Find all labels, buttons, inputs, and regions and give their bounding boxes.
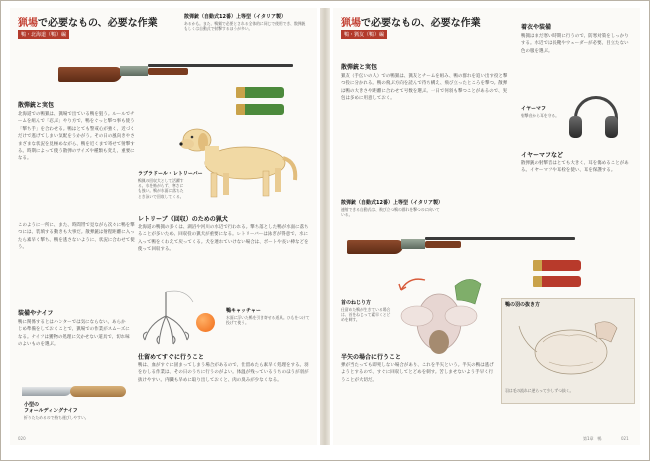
right-section-tag: 鴨・猟友（鴨）編 xyxy=(341,30,387,39)
left-section-tag: 鴨・北海道（鴨）編 xyxy=(18,30,69,39)
halfdead-text: 弾が当たっても即死しない場合があり、これを半矢という。半矢の鴨は逃げようとするので、すぐに回収してとどめを刺す。苦しませないよう手早く行うことが大切だ。 xyxy=(341,363,494,383)
right-page xyxy=(333,8,640,445)
right-sec1-text: 猟友（手伝いの人）での鴨猟は、猟友とチームを組み、鴨の群れを追い出す役と撃つ役に分かれる。鴨の飛ぶ方向を読んで待ち構え、飛び立ったところを撃つ。散弾は鴨の大きさや距離に合わせて号数を選ぶ。一日で何羽も撃つことがあるので、実包は多めに用意しておく。 xyxy=(341,74,508,102)
clothes-text: 鴨猟はまだ寒い時期に行うので、防寒対策をしっかりする。水辺では長靴やウェーダーが必要。目立たない色の服を選ぶ。 xyxy=(521,34,629,54)
wring-caption: 首のねじり方 xyxy=(341,300,372,306)
earmuff-caption: イヤーマフ xyxy=(521,106,547,112)
right-running-head: 第1章 鴨 xyxy=(583,436,602,441)
neck-wring-illustration xyxy=(395,270,487,356)
left-gun-note: あるかも。また、鴨猟で必要とされる全体的に同じで使用でき、散弾銃もしくは自動式で射撃するほうが多い。 xyxy=(184,21,306,32)
duck-catcher-hooks-illustration xyxy=(135,288,197,348)
wring-note: 仕留めた鴨が生きている場合は、首をねじって素早くとどめを刺す。 xyxy=(341,307,391,323)
hook-caption: 鴨キャッチャー xyxy=(226,308,261,314)
pluck-note: 羽は毛の流れに逆らって少しずつ抜く。 xyxy=(505,388,574,393)
right-folio: 021 xyxy=(621,436,629,441)
after-kill-heading: 仕留めてすぐに行うこと xyxy=(138,354,205,361)
earmuff-text: 散弾銃の射撃音はとても大きく、耳を傷めることがある。イヤーマフや耳栓を使い、耳を保護する。 xyxy=(521,161,629,174)
knife-caption: 小型の フォールディングナイフ xyxy=(24,402,78,414)
dog-note: 鴨猟の回収犬として活躍する。水を怖がらず、寒さにも強い。鴨が水面に落ちたとき泳いで回収してくる。 xyxy=(138,178,184,199)
hook-note: 水面に浮いた鴨を引き寄せる道具。ひもをつけて投げて使う。 xyxy=(226,315,310,326)
left-folio: 020 xyxy=(18,436,26,441)
left-sec1-text: 北海道での鴨猟は、猟場で出ている鴨を狙う。ルールでチームを組んで「忍ぶ」やり方で、鴨をぐっと撃つ事も使う「撃ち手」を合わせる。鴨はとても警戒心が強く、近づくだけで逃げてしまい気配をうかがう。その日の風向きやさまざまな状況を見極めながら、鴨を近くまで寄せて射撃する。時期によって使う散弾のサイズや種類も変え、重要になる。 xyxy=(18,112,135,162)
earmuff-heading: イヤーマフなど xyxy=(521,152,564,159)
clothes-heading: 着衣や装備 xyxy=(521,24,552,31)
halfdead-heading: 半矢の場合に行うこと xyxy=(341,354,402,361)
earmuff-note: 射撃音から耳を守る。 xyxy=(521,113,559,118)
dog-caption: ラブラドール・レトリーバー xyxy=(138,171,203,177)
right-sec1-heading: 散弾銃と実包 xyxy=(341,64,378,71)
retrieve-text: 北海道の鴨猟の多くは、湖沼や河川の水辺で行われる。撃ち落とした鴨が水面に落ちることが多いため、回収役の猟犬が重要になる。レトリーバーは泳ぎが得意で、水に入って鴨をくわえて戻ってくる。犬を連れていけない場合は、ボートや長い棒などを使って回収する。 xyxy=(138,225,309,253)
left-page xyxy=(10,8,317,445)
book-gutter xyxy=(320,8,330,445)
pluck-caption: 鴨の羽の抜き方 xyxy=(505,302,541,308)
left-sec1-heading: 散弾銃と実包 xyxy=(18,102,55,109)
knife-text: 鴨に関係するとはハンターでは気にならない。あらかじめ準備をしておくことで、猟場での作業がスムーズになる。ナイフは獲物の処理に欠かせない道具で、切れ味のよいものを選ぶ。 xyxy=(18,320,130,348)
left-sec1-text2: このように一所に、また、時間帯で見ながら次々に鴨を撃つには、装填する動きも大事だ。散弾銃は射程距離に入ったら素早く撃ち、鴨を逃さないように、状況に合わせて使う。 xyxy=(18,223,135,251)
left-page-title: 猟場で必要なもの、必要な作業 xyxy=(18,18,158,29)
after-kill-text: 鴨は、血がすぐに固まってしまう場合があるので、仕留めたら素早く処理をする。羽をむしる作業は、その日のうちに行うのがよい。体温が残っているうちのほうが羽が抜けやすい。内臓も早めに取り出しておくと、肉の臭みが少なくなる。 xyxy=(138,363,309,383)
knife-note: 折りたためるので持ち運びしやすい。 xyxy=(24,415,89,420)
left-gun-heading: 散弾銃（自動式12番）上等型（イタリア製） xyxy=(184,14,286,20)
right-page-title: 猟場で必要なもの、必要な作業 xyxy=(341,18,481,29)
right-gun-note: 連射できる自動式は、飛び立つ鴨の群れを撃つのに向いている。 xyxy=(341,207,440,218)
right-gun-heading: 散弾銃（自動式12番）上等型（イタリア製） xyxy=(341,200,443,206)
labrador-dog-illustration xyxy=(175,118,300,203)
orange-float-icon xyxy=(196,313,215,332)
plucking-illustration xyxy=(513,312,623,386)
retrieve-heading: レトリーブ（回収）のための猟犬 xyxy=(138,216,228,223)
knife-heading: 装備やナイフ xyxy=(18,310,54,317)
